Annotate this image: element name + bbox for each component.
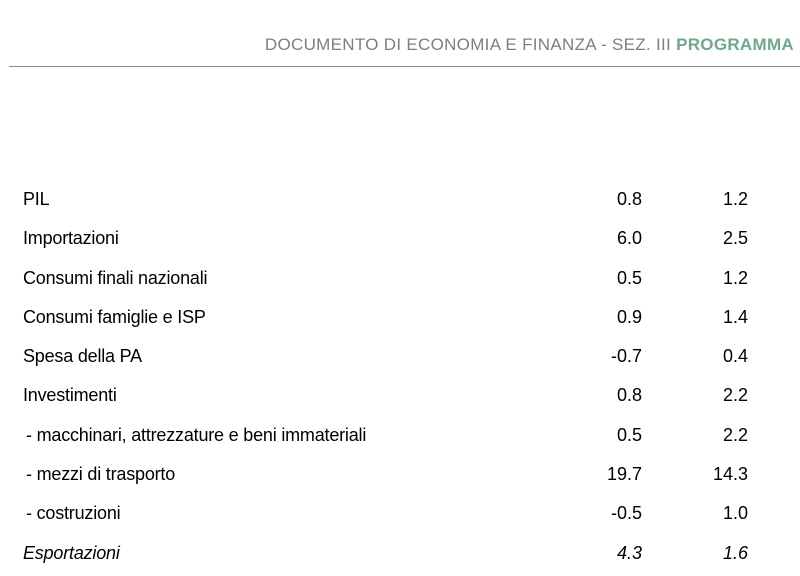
- row-value-1: 0.5: [616, 424, 642, 445]
- row-value-2: 2.2: [722, 385, 748, 406]
- row-value-2: 1.2: [722, 267, 748, 288]
- table-row: [0, 376, 800, 415]
- section-title: PROGRAMMA: [676, 35, 794, 54]
- row-value-2: 2.5: [722, 228, 748, 249]
- row-value-2: 2.2: [722, 424, 748, 445]
- row-label: - costruzioni: [26, 503, 121, 524]
- row-value-2: 1.0: [722, 503, 748, 524]
- table-row: [0, 259, 800, 298]
- table-row: [0, 180, 800, 219]
- row-label: - macchinari, attrezzature e beni immateriali: [26, 424, 367, 445]
- table-row: [0, 337, 800, 376]
- row-label: Investimenti: [23, 385, 117, 406]
- row-label: Consumi finali nazionali: [23, 267, 208, 288]
- table-row: [0, 298, 800, 337]
- row-value-1: 0.8: [616, 189, 642, 209]
- row-value-2: 1.2: [722, 189, 748, 209]
- row-value-2: 14.3: [712, 464, 748, 485]
- row-value-1: -0.7: [610, 346, 642, 367]
- table-row: [0, 455, 800, 494]
- row-value-1: 6.0: [616, 228, 642, 249]
- row-value-2: 1.6: [722, 542, 748, 563]
- row-value-1: 0.9: [616, 306, 642, 327]
- table-row: [0, 534, 800, 573]
- table-row: [0, 416, 800, 455]
- row-value-1: 0.5: [616, 267, 642, 288]
- row-value-1: 0.8: [616, 385, 642, 406]
- row-label: - mezzi di trasporto: [26, 464, 176, 485]
- header-divider: [9, 66, 800, 67]
- row-label: PIL: [23, 189, 50, 209]
- row-label: Consumi famiglie e ISP: [23, 306, 206, 327]
- row-label: Importazioni: [23, 228, 119, 249]
- row-label: Esportazioni: [23, 542, 120, 563]
- row-value-2: 1.4: [722, 306, 748, 327]
- row-value-1: 4.3: [616, 542, 642, 563]
- row-value-1: -0.5: [610, 503, 642, 524]
- table-row: [0, 494, 800, 533]
- row-value-2: 0.4: [722, 346, 748, 367]
- table-row: [0, 219, 800, 258]
- macro-table: [0, 180, 800, 573]
- row-label: Spesa della PA: [23, 346, 142, 367]
- document-title: DOCUMENTO DI ECONOMIA E FINANZA - SEZ. III: [264, 35, 672, 54]
- row-value-1: 19.7: [606, 464, 642, 485]
- page-header: [265, 35, 794, 55]
